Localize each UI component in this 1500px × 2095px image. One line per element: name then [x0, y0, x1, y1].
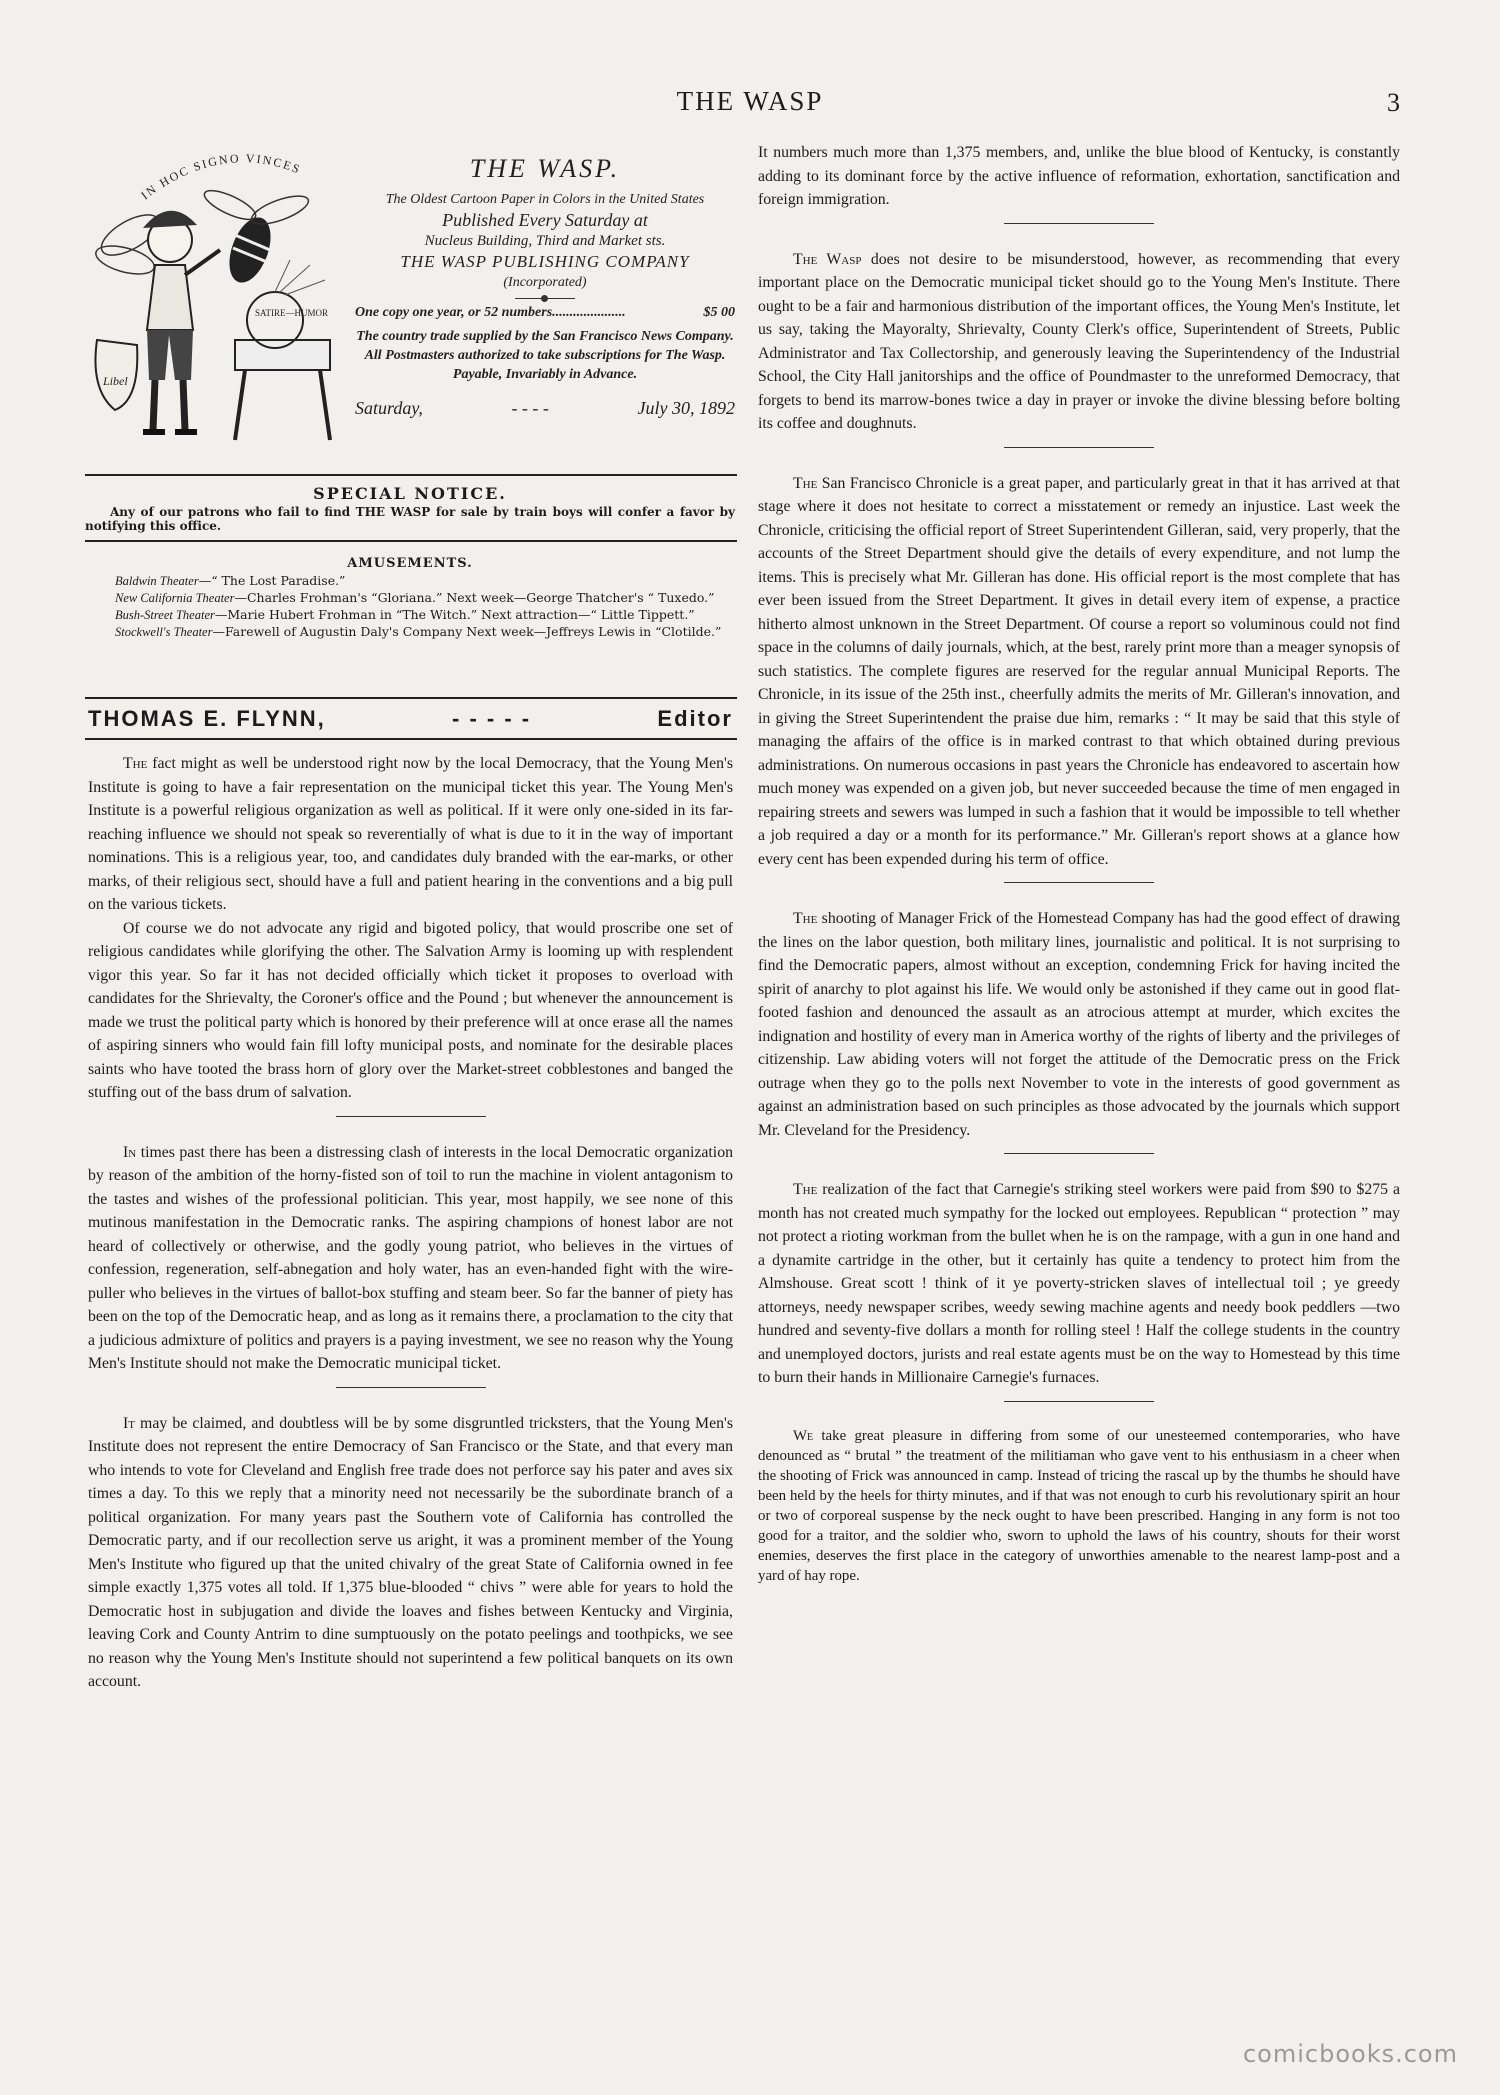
page-number: 3 [1387, 88, 1400, 117]
paragraph-text: shooting of Manager Frick of the Homestead Company has had the good effect of drawing the lines on the labor question, both military lines, journalistic and political. It is not surprising to find the Democratic papers, almost without an exception, condemning Frick for having incited the spirit of anarchy to plot against his life. We would only be astonished if they came out in good flat-footed fashion and denounced the assault as an atrocious attempt at murder, which excites the indignation and hostility of every man in America worthy of the rights of liberty and the privileges of citizenship. Law abiding voters will not forget the attitude of the Democratic press on the Frick outrage when they go to the polls next November to vote in the interests of good government as against an administration based on such principles as those advocated by the journals which support Mr. Cleveland for the Presidency. [758, 910, 1400, 1139]
masthead-ornament [515, 298, 575, 299]
paragraph-text: fact might as well be understood right now by the local Democracy, that the Young Men's Institute is going to have a fair representation on the municipal ticket this year. The Young Men's Institute is a powerful religious organization as well as political. If it were only one-sided in its far-reaching influence we should not speak so reverentially of what is due to it in the way of important nominations. This is a religious year, too, and candidates duly branded with the ear-marks, or other marks, of their religious sect, should have a full and patient hearing in the conventions and a big pull on the various tickets. [88, 755, 733, 913]
payable-note: Payable, Invariably in Advance. [452, 367, 638, 382]
bag-label: Libel [103, 374, 128, 388]
masthead-company: THE WASP PUBLISHING COMPANY [400, 252, 690, 271]
editor-name: THOMAS E. FLYNN, [88, 706, 326, 731]
article-paragraph [88, 752, 733, 917]
section-divider [336, 1387, 486, 1388]
right-column [758, 141, 1400, 1586]
amusements-heading: AMUSEMENTS. [347, 556, 473, 571]
special-notice-heading: SPECIAL NOTICE. [313, 484, 507, 503]
editor-rule-bottom [85, 738, 737, 740]
section-divider [1004, 1153, 1154, 1154]
article-paragraph [758, 907, 1400, 1142]
masthead-text [355, 154, 735, 419]
trade-note: The country trade supplied by the San Francisco News Company. All Postmasters authorized to take subscriptions for The Wasp. [356, 329, 734, 363]
paragraph-lead-word: The Wasp [793, 250, 862, 268]
special-notice-text: Any of our patrons who fail to find THE WASP for sale by train boys will confer a favor by notifying this office. [85, 505, 735, 533]
paragraph-lead-word: The [793, 910, 818, 927]
masthead [85, 140, 735, 470]
paragraph-text: may be claimed, and doubtless will be by some disgruntled tricksters, that the Young Men's Institute does not represent the entire Democracy of San Francisco or the State, and that every man who intends to vote for Cleveland and English free trade does not perforce say his pater and aves six times a day. To this we reply that a minority need not necessarily be the subordinate branch of a political organization. For many years past the Southern vote of California has controlled the Democratic party, and if our recollection serve us aright, it was a prominent member of the Young Men's Institute who figured up that the united chivalry of the great State of California owned in fee simple exactly 1,375 votes all told. If 1,375 blue-blooded “ chivs ” were able for years to hold the Democratic host in subjugation and divide the loaves and fishes between Kentucky and Virginia, leaving Cork and County Antrim to dine sumptuously on the potato peelings and toothpicks, we see no reason why the Young Men's Institute should not superintend a few political banquets on its own account. [88, 1414, 733, 1690]
editor-rule-top [85, 697, 737, 699]
notice-rule [85, 540, 737, 542]
paragraph-lead-word: In [123, 1143, 137, 1161]
date-day: Saturday, [355, 398, 423, 418]
editor-title: Editor [657, 706, 733, 731]
issue-date: July 30, 1892 [637, 398, 735, 418]
editor-dashes: - - - - - [452, 706, 532, 731]
section-divider [1004, 882, 1154, 883]
wasp-mascot-illustration [85, 140, 350, 450]
editor-line [88, 706, 733, 732]
running-head: THE WASP [676, 86, 824, 116]
paragraph-text: San Francisco Chronicle is a great paper, and particularly great in that it has arrived at that stage where it does not hesitate to correct a misstatement or remedy an injustice. Last week the Chronicle, criticising the official report of Street Superintendent Gilleran, said, very properly, that the accounts of the Street Department should give the details of every expenditure, and not lump the items. This is precisely what Mr. Gilleran has done. His official report is the most complete that has ever been issued from the Street Department. It gives in detail every item of expense, a practice hitherto almost unknown in the Street Department. Of course a report so voluminous could not find space in the columns of daily journals, which, at the best, rarely print more than a meager synopsis of such statistics. The complete figures are reserved for the regular annual Municipal Reports. The Chronicle, in its issue of the 25th inst., cheerfully admits the merits of Mr. Gilleran's innovation, and in giving the Street Superintendent the praise due him, remarks : “ It may be said that this style of managing the affairs of the office is in marked contrast to that which obtained during previous administrations. On numerous occasions in past years the Chronicle has endeavored to ascertain how much money was expended on a given job, but never succeeded because the time of men engaged in repairing streets and sewers was lumped in such a fashion that it would be impossible to tell whether a job required a day or a month for its performance.” Mr. Gilleran's report shows at a glance how every cent has been expended during his term of office. [758, 474, 1400, 868]
subscription-price: $5 00 [703, 305, 735, 320]
article-paragraph [758, 472, 1400, 872]
paragraph-text: realization of the fact that Carnegie's striking steel workers were paid from $90 to $275 a month has not created much sympathy for the locked out employees. Republican “ protection ” may not protect a rioting workman from the bullet when he is on the rampage, with a gun in one hand and a dynamite cartridge in the other, but it certainly has quite a tendency to protect him from the Almshouse. Great scott ! think of it ye poverty-stricken slaves of intellectual toil ; ye greedy attorneys, needy newspaper scribes, weedy sewing machine agents and needy book peddlers —two hundred and seventy-five dollars a month for rolling steel ! Half the college students in the country and unemployed doctors, jurists and real estate agents must be on the way to Homestead by this time to burn their hands in Millionaire Carnegie's furnaces. [758, 1181, 1400, 1386]
masthead-published: Published Every Saturday at [442, 210, 648, 230]
section-divider [1004, 223, 1154, 224]
paragraph-lead-word: The [793, 474, 818, 492]
date-dashes: - - - - [511, 398, 549, 418]
motto-text: IN HOC SIGNO VINCES [138, 151, 304, 203]
masthead-title: THE WASP. [469, 154, 621, 183]
section-divider [1004, 447, 1154, 448]
grinder-label: SATIRE—HUMOR [255, 308, 329, 318]
article-paragraph [758, 1178, 1400, 1390]
masthead-rule [85, 474, 737, 476]
article-paragraph [88, 917, 733, 1105]
issue-date-line [355, 398, 735, 419]
section-divider [1004, 1401, 1154, 1402]
paragraph-lead-word: The [793, 1181, 818, 1198]
article-paragraph [758, 1426, 1400, 1586]
paragraph-lead-word: The [123, 755, 148, 772]
article-paragraph [88, 1412, 733, 1694]
section-divider [336, 1116, 486, 1117]
paragraph-lead-word: It [123, 1414, 135, 1432]
subscription-label: One copy one year, or 52 numbers..................... [355, 305, 626, 320]
subscription-line [355, 305, 735, 321]
article-paragraph [88, 1141, 733, 1376]
amusement-item: Stockwell's Theater—Farewell of Augustin Daly's Company Next week—Jeffreys Lewis in “Clotilde.” [115, 624, 722, 639]
paragraph-text: times past there has been a distressing clash of interests in the local Democratic organization by reason of the ambition of the horny-fisted son of toil to run the machine in violent antagonism to the tastes and wishes of the professional politician. This year, most happily, we see none of this mutinous manifestation in the Democratic ranks. The aspiring champions of honest labor are not heard of collectively or otherwise, and the godly young patriot, who believes in the virtues of confession, regeneration, self-abnegation and holy water, has an even-handed fight with the wire-puller who believes in the virtues of ballot-box stuffing and steam beer. So far the banner of piety has been on the top of the Democratic heap, and as long as it remains there, a proclamation to the city that a judicious admixture of politics and prayers is a paying investment, we see no reason why the Young Men's Institute should not make the Democratic municipal ticket. [88, 1143, 733, 1372]
amusements-list [85, 574, 735, 642]
left-column [88, 752, 733, 1694]
paragraph-text: does not desire to be misunderstood, however, as recommending that every important place on the Democratic municipal ticket should go to the Young Men's Institute. There ought to be a fair and harmonious distribution of the important offices, the Young Men's Institute, let us say, taking the Mayoralty, Shrievalty, County Clerk's office, Superintendent of Streets, Public Administrator and Tax Collectorship, and generously leaving the Superintendency of the Industrial School, the City Hall janitorships and the office of Poundmaster to the unreformed Democracy, that forgets to bend its marrow-bones twice a day in prayer or invoke the divine blessing before bolting its coffee and doughnuts. [758, 250, 1400, 432]
paragraph-text: take great pleasure in differing from some of our unesteemed contemporaries, who have denounced as “ brutal ” the treatment of the militiaman who gave vent to his enthusiasm in a cheer when the shooting of Frick was announced in camp. Instead of tricing the rascal up by the thumbs he should have been held by the heels for thirty minutes, and if that was not enough to curb his revolutionary spirit an hour or two of corporeal suspense by the neck ought to have been prescribed. Hanging in any form is not too good for a traitor, and the soldier who, sworn to uphold the laws of his country, shouts for their worst enemies, deserves the first place in the category of unworthies amenable to the nearest lamp-post and a yard of hay rope. [758, 1427, 1400, 1584]
masthead-subtitle: The Oldest Cartoon Paper in Colors in the United States [385, 192, 705, 207]
amusement-item: Baldwin Theater—“ The Lost Paradise.” [115, 573, 346, 588]
watermark: comicbooks.com [1242, 2040, 1458, 2068]
article-paragraph [758, 141, 1400, 212]
masthead-address: Nucleus Building, Third and Market sts. [424, 233, 666, 249]
article-paragraph [758, 248, 1400, 436]
amusement-item: New California Theater—Charles Frohman's “Gloriana.” Next week—George Thatcher's “ Tuxedo.” [115, 590, 715, 605]
masthead-incorporated: (Incorporated) [503, 275, 587, 290]
svg-text:IN HOC SIGNO VINCES [138, 151, 303, 202]
paragraph-text: It numbers much more than 1,375 members, and, unlike the blue blood of Kentucky, is constantly adding to its dominant force by the active influence of reformation, exhortation, sanctification and foreign immigration. [758, 144, 1400, 208]
amusement-item: Bush-Street Theater—Marie Hubert Frohman in “The Witch.” Next attraction—“ Little Tippett.” [115, 607, 695, 622]
paragraph-text: Of course we do not advocate any rigid and bigoted policy, that would proscribe one set of religious candidates while glorifying the other. The Salvation Army is looming up with resplendent vigor this year. So far it has not decided officially which ticket it proposes to overload with candidates for the Shrievalty, the Coroner's office and the Pound ; but whenever the announcement is made we trust the political party which is honored by their preference will at once erase all the names of aspiring sinners who would fain fill lofty municipal posts, and nominate for the desirable places saints who have tooted the brass horn of glory over the Market-street cobblestones and banged the stuffing out of the bass drum of salvation. [88, 919, 733, 1101]
paragraph-lead-word: We [793, 1427, 814, 1444]
